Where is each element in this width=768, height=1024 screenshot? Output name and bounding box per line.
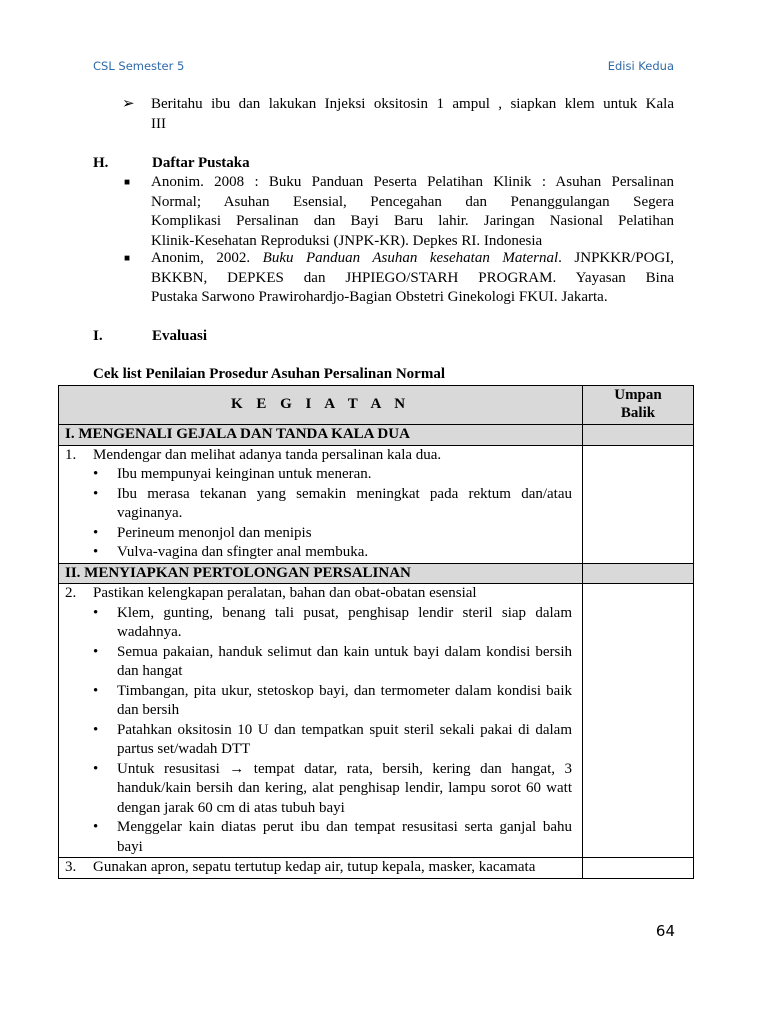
running-header-left: CSL Semester 5 <box>93 59 185 73</box>
table-row <box>59 858 694 879</box>
square-bullet-icon: ■ <box>124 177 131 188</box>
section-heading: I. MENGENALI GEJALA DAN TANDA KALA DUA <box>59 425 583 446</box>
page-number: 64 <box>655 922 675 940</box>
table-row <box>59 584 694 858</box>
section-i-letter: I. <box>93 328 103 344</box>
section-row <box>59 425 694 446</box>
list-item: • Ibu merasa tekanan yang semakin meningkat pada rektum dan/atau vaginanya. <box>93 485 572 524</box>
reference-2: Anonim, 2002. Buku Panduan Asuhan kesehatan Maternal. JNPKKR/POGI, BKKBN, DEPKES dan JHPIEGO/STARH PROGRAM. Yayasan Bina Pustaka Sarwono Prawirohardjo-Bagian Obstetri Ginekologi FKUI. Jakarta. <box>151 250 675 305</box>
feedback-cell[interactable] <box>583 584 694 858</box>
list-item: • Klem, gunting, benang tali pusat, penghisap lendir steril siap dalam wadahnya. <box>93 604 572 643</box>
item-number: 1. <box>65 446 77 463</box>
table-row <box>59 445 694 563</box>
list-item: • Patahkan oksitosin 10 U dan tempatkan spuit steril sekali pakai di dalam partus set/wadah DTT <box>93 721 572 760</box>
list-item: • Timbangan, pita ukur, stetoskop bayi, dan termometer dalam kondisi baik dan bersih <box>93 682 572 721</box>
item-text: Mendengar dan melihat adanya tanda persalinan kala dua. <box>93 446 442 463</box>
section-h-letter: H. <box>93 155 109 171</box>
feedback-cell[interactable] <box>583 858 694 879</box>
col-kegiatan-header: K E G I A T A N <box>59 386 583 425</box>
square-bullet-icon: ■ <box>124 253 131 264</box>
item-text: Pastikan kelengkapan peralatan, bahan dan obat-obatan esensial <box>93 585 477 601</box>
arrow-bullet-icon: ➢ <box>122 96 135 112</box>
activity-cell <box>59 445 583 563</box>
item-number: 2. <box>65 585 77 601</box>
reference-1: Anonim. 2008 : Buku Panduan Peserta Pelatihan Klinik : Asuhan Persalinan Normal; Asuhan Esensial, Pencegahan dan Penanggulangan Segera Komplikasi Persalinan dan Bayi Baru lahir. Jaringan Nasional Pelatihan Klinik-Kesehatan Reproduksi (JNPK-KR). Depkes RI. Indonesia <box>151 174 674 249</box>
running-header-right: Edisi Kedua <box>607 59 674 73</box>
list-item: • Vulva-vagina dan sfingter anal membuka. <box>93 543 572 563</box>
checklist-table <box>58 385 694 879</box>
section-h-title: Daftar Pustaka <box>152 155 250 171</box>
activity-cell <box>59 584 583 858</box>
section-i-title: Evaluasi <box>152 328 208 344</box>
item-number: 3. <box>65 859 77 875</box>
intro-bullet-text: Beritahu ibu dan lakukan Injeksi oksitosin 1 ampul , siapkan klem untuk Kala III <box>151 96 674 132</box>
section-heading: II. MENYIAPKAN PERTOLONGAN PERSALINAN <box>59 563 583 584</box>
checklist-title: Cek list Penilaian Prosedur Asuhan Persalinan Normal <box>93 366 445 382</box>
list-item: • Semua pakaian, handuk selimut dan kain untuk bayi dalam kondisi bersih dan hangat <box>93 643 572 682</box>
feedback-cell[interactable] <box>583 563 694 584</box>
col-umpan-balik-header: Umpan Balik <box>583 386 694 425</box>
list-item: • Perineum menonjol dan menipis <box>93 524 572 544</box>
section-row <box>59 563 694 584</box>
list-item: • Ibu mempunyai keinginan untuk meneran. <box>93 465 572 485</box>
list-item: • Menggelar kain diatas perut ibu dan tempat resusitasi serta ganjal bahu bayi <box>93 818 572 857</box>
list-item: • Untuk resusitasi → tempat datar, rata, bersih, kering dan hangat, 3 handuk/kain bersih dan kering, alat penghisap lendir, lampu sorot 60 watt dengan jarak 60 cm di atas tubuh bayi <box>93 760 572 819</box>
feedback-cell[interactable] <box>583 425 694 446</box>
activity-cell <box>59 858 583 879</box>
feedback-cell[interactable] <box>583 445 694 563</box>
item-text: Gunakan apron, sepatu tertutup kedap air, tutup kepala, masker, kacamata <box>93 859 536 875</box>
